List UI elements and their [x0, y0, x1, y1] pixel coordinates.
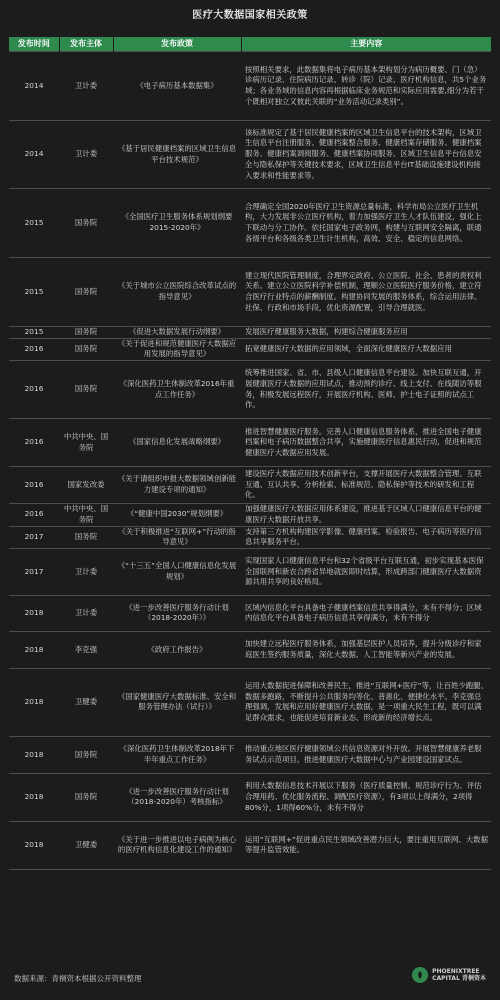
policy-table [9, 37, 491, 870]
brand-line-2: CAPITAL 青桐资本 [432, 975, 486, 982]
table-row [9, 736, 491, 773]
table-row [9, 189, 491, 258]
cell-content: 拓宽健康医疗大数据的应用领域，全面深化健康医疗大数据应用 [241, 338, 491, 360]
column-header-issuer: 发布主体 [59, 37, 113, 52]
cell-year: 2018 [9, 773, 59, 821]
cell-year: 2015 [9, 189, 59, 258]
column-header-policy: 发布政策 [113, 37, 241, 52]
cell-policy: 《进一步改善医疗服务行动计划（2018-2020年）考核指标》 [113, 773, 241, 821]
brand-line-1: PHOENIXTREE [432, 968, 480, 975]
cell-year: 2016 [9, 419, 59, 467]
cell-year: 2018 [9, 595, 59, 631]
cell-year: 2015 [9, 258, 59, 327]
cell-issuer: 国务院 [59, 327, 113, 339]
table-header-row [9, 37, 491, 52]
table-row [9, 419, 491, 467]
phoenixtree-logo-icon [412, 967, 428, 983]
table-row [9, 467, 491, 504]
cell-issuer: 国家发改委 [59, 467, 113, 504]
cell-content: 推进智慧健康医疗服务。完善人口健康信息服务体系，推进全国电子健康档案和电子病历数据整合共享，实施健康医疗信息惠民行动，促进和规范健康医疗大数据应用发展。 [241, 419, 491, 467]
cell-policy: 《关于促进和规范健康医疗大数据应用发展的指导意见》 [113, 338, 241, 360]
cell-issuer: 卫健委 [59, 821, 113, 869]
cell-content: 建立现代医院管理制度，合理界定政府、公立医院、社会、患者的责权利关系。建立公立医院科学补偿机制，理顺公立医院医疗服务价格，建立符合医疗行业特点的薪酬制度。构建协同发展的服务体系，综合运用法律、社保、行政和市场手段，优化资源配置，引导合理就医。 [241, 258, 491, 327]
cell-policy: 《关于积极推进“互联网+”行动的指导意见》 [113, 526, 241, 548]
table-row [9, 52, 491, 121]
column-header-date: 发布时间 [9, 37, 59, 52]
cell-issuer: 李克强 [59, 631, 113, 668]
cell-year: 2018 [9, 736, 59, 773]
cell-year: 2017 [9, 548, 59, 595]
cell-issuer: 国务院 [59, 526, 113, 548]
cell-policy: 《关于城市公立医院综合改革试点的指导意见》 [113, 258, 241, 327]
cell-policy: 《国家健康医疗大数据标准、安全和服务管理办法（试行）》 [113, 668, 241, 736]
table-row [9, 121, 491, 189]
cell-content: 运用大数据促进保障和改善民生，推进“互联网+医疗”等，让百姓少跑腿、数据多跑路，不断提升公共服务均等化、普惠化、便捷化水平。李克强总理强调，发展和应用好健康医疗大数据，是一项重大民生工程，既可以满足群众需求，也能促进培育新业态、形成新的经济增长点。 [241, 668, 491, 736]
cell-content: 按照相关要求，此数据集将电子病历基本架构划分为病历概要、门（急）诊病历记录、住院病历记录、转诊（院）记录、医疗机构信息，共5个业务域；各业务域的信息内容再根据临床业务规范和实际应用需要,细分为若干个既相对独立又彼此关联的“业务活动记录类别”。 [241, 52, 491, 121]
cell-content: 合理确定全国2020年医疗卫生资源总量标准，科学布局公立医疗卫生机构，大力发展非公立医疗机构，着力加强医疗卫生人才队伍建设，强化上下联动与分工协作。依托国家电子政务网，构建与互联网安全隔离，联通各级平台和各级各类卫生计生机构，高效、安全、稳定的信息网络。 [241, 189, 491, 258]
cell-year: 2014 [9, 121, 59, 189]
cell-policy: 《深化医药卫生体制改革2016年重点工作任务》 [113, 361, 241, 419]
cell-policy: 《关于进一步推进以电子病例为核心的医疗机构信息化建设工作的通知》 [113, 821, 241, 869]
table-row [9, 548, 491, 595]
cell-policy: 《促进大数据发展行动纲要》 [113, 327, 241, 339]
cell-issuer: 国务院 [59, 258, 113, 327]
table-row [9, 631, 491, 668]
cell-issuer: 国务院 [59, 338, 113, 360]
cell-year: 2014 [9, 52, 59, 121]
cell-issuer: 中共中央、国务院 [59, 419, 113, 467]
cell-year: 2016 [9, 338, 59, 360]
cell-year: 2015 [9, 327, 59, 339]
cell-content: 实现国家人口健康信息平台和32个省级平台互联互通，初步实现基本医保全国联网和新农合跨省异地就医即时结算，形成跨部门健康医疗大数据资源共用共享的良好格局。 [241, 548, 491, 595]
source-note: 数据来源：青桐资本根据公开资料整理 [14, 974, 142, 983]
cell-content: 推动重点地区医疗健康领域公共信息资源对外开放。开展智慧健康养老服务试点示范项目。推进健康医疗大数据中心与产业园建设国家试点。 [241, 736, 491, 773]
cell-policy: 《政府工作报告》 [113, 631, 241, 668]
cell-year: 2018 [9, 821, 59, 869]
cell-year: 2018 [9, 668, 59, 736]
cell-year: 2016 [9, 361, 59, 419]
cell-policy: 《基于居民健康档案的区域卫生信息平台技术规范》 [113, 121, 241, 189]
page-title: 医疗大数据国家相关政策 [192, 10, 308, 21]
table-row [9, 595, 491, 631]
cell-content: 区域内信息化平台具备电子健康档案信息共享得满分，未有不得分；区域内信息化平台具备电子病历信息共享得满分，未有不得分 [241, 595, 491, 631]
cell-policy: 《“十三五”全国人口健康信息化发展规划》 [113, 548, 241, 595]
cell-content: 该标准规定了基于居民健康档案的区域卫生信息平台的技术架构，区域卫生信息平台注册服务、健康档案整合服务、健康档案存储服务、健康档案服务、健康档案调阅服务、健康档案协同服务、区域卫生信息平台信息安全与隐私保护等关键技术要求，区域卫生信息平台IT基础设施建设机构接入要求和性能要求等。 [241, 121, 491, 189]
cell-issuer: 国务院 [59, 361, 113, 419]
cell-policy: 《进一步改善医疗服务行动计划（2018-2020年）》 [113, 595, 241, 631]
cell-policy: 《全国医疗卫生服务体系规划纲要2015-2020年》 [113, 189, 241, 258]
cell-content: 加强健康医疗大数据应用体系建设，推进基于区域人口健康信息平台的健康医疗大数据开放共享。 [241, 504, 491, 526]
table-row [9, 361, 491, 419]
cell-content: 支持第三方机构构建医学影像、健康档案、检验报告、电子病历等医疗信息共享服务平台。 [241, 526, 491, 548]
table-row [9, 338, 491, 360]
cell-policy: 《国家信息化发展战略纲要》 [113, 419, 241, 467]
cell-issuer: 国务院 [59, 773, 113, 821]
cell-content: 利用大数据信息技术开展以下服务（医疗质量控制、规范诊疗行为、评估合理用药、优化服务流程、调配医疗资源），有3项以上得满分，2项得80%分，1项得60%分，未有不得分 [241, 773, 491, 821]
cell-policy: 《关于请组织申报大数据领域创新能力建设专项的通知》 [113, 467, 241, 504]
table-row [9, 821, 491, 869]
cell-year: 2017 [9, 526, 59, 548]
column-header-content: 主要内容 [241, 37, 491, 52]
cell-content: 发展医疗健康服务大数据，构建综合健康服务应用 [241, 327, 491, 339]
cell-issuer: 中共中央、国务院 [59, 504, 113, 526]
cell-issuer: 国务院 [59, 189, 113, 258]
table-row [9, 504, 491, 526]
table-row [9, 327, 491, 339]
table-row [9, 258, 491, 327]
table-row [9, 668, 491, 736]
cell-policy: 《电子病历基本数据集》 [113, 52, 241, 121]
brand-logo [412, 967, 486, 983]
cell-content: 运用“互联网+”促进重点民生领域改善潜力巨大，要注重用互联网、大数据等提升监管效能。 [241, 821, 491, 869]
cell-policy: 《深化医药卫生体制改革2018年下半年重点工作任务》 [113, 736, 241, 773]
cell-issuer: 卫计委 [59, 595, 113, 631]
cell-year: 2016 [9, 504, 59, 526]
cell-year: 2018 [9, 631, 59, 668]
cell-issuer: 卫计委 [59, 548, 113, 595]
cell-issuer: 卫健委 [59, 668, 113, 736]
cell-content: 统筹推进国家、省、市、县级人口健康信息平台建设。加快互联互通，开展健康医疗大数据的应用试点，推动预约诊疗、线上支付、在线随访等服务，积极发展远程医疗，开展医疗机构、医师、护士电子证照的试点工作。 [241, 361, 491, 419]
cell-content: 加快建立远程医疗服务体系，加强基层医护人员培养，提升分级诊疗和家庭医生签约服务质量，深化大数据、人工智能等新兴产业的发展。 [241, 631, 491, 668]
cell-year: 2016 [9, 467, 59, 504]
table-row [9, 773, 491, 821]
cell-issuer: 卫计委 [59, 121, 113, 189]
cell-issuer: 卫计委 [59, 52, 113, 121]
cell-issuer: 国务院 [59, 736, 113, 773]
cell-policy: 《“健康中国2030”规划纲要》 [113, 504, 241, 526]
cell-content: 建设医疗大数据应用技术创新平台，支撑开展医疗大数据整合管理、互联互通、互认共享、分析检索、标准规范、隐私保护等技术的研发和工程化。 [241, 467, 491, 504]
table-row [9, 526, 491, 548]
